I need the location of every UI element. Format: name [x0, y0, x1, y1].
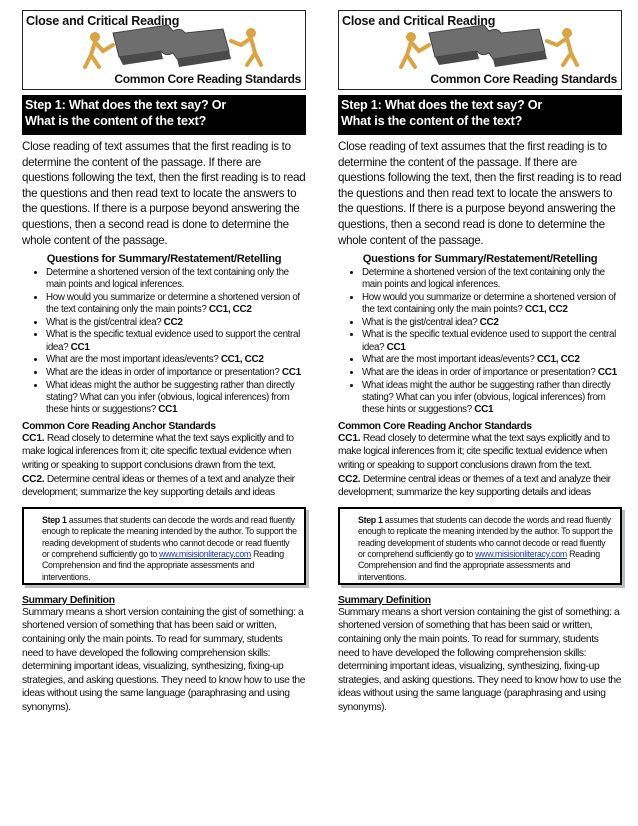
note-lead: Step 1: [358, 514, 383, 525]
anchor-cc2: CC2. Determine central ideas or themes of a text and analyze their development; summarize the key supporting details and ideas: [338, 473, 611, 499]
standard-tag: CC1: [281, 366, 301, 378]
note-box: Step 1 assumes that students can decode the words and read fluently enough to replicate the meaning intended by the author. To support the reading development of students who cannot decode or read fluently or comprehend sufficiently go to www.misisionliteracy.com Reading Comprehension and find the appropriate assessments and interventions.: [338, 507, 622, 585]
step-heading: [338, 95, 622, 135]
anchor-cc1: CC1. Read closely to determine what the text says explicitly and to make logical inferences from it; cite specific textual evidence when writing or speaking to support conclusions drawn from the text.: [22, 432, 294, 472]
step-heading: [22, 95, 306, 135]
standard-tag: CC1: [386, 341, 406, 353]
intro-paragraph: Close reading of text assumes that the first reading is to determine the content of the passage. If there are questions following the text, then the first reading is to read the questions and then read text to locate the answers to the questions. If there is a purpose beyond answering the questions, then a second read is done to determine the whole content of the passage.: [338, 140, 622, 247]
header-banner: [22, 10, 306, 90]
standard-tag: CC1, CC2: [536, 354, 580, 366]
standard-tag: CC1, CC2: [524, 304, 568, 316]
standard-tag: CC1: [474, 403, 494, 415]
step-line-1: Step 1: What does the text say? Or: [25, 98, 227, 112]
standard-tag: CC2: [479, 316, 499, 328]
literacy-link[interactable]: www.misisionliteracy.com: [475, 549, 567, 560]
list-item: • What are the ideas in order of importance or presentation? CC1: [362, 367, 622, 379]
intro-paragraph: Close reading of text assumes that the first reading is to determine the content of the passage. If there are questions following the text, then the first reading is to read the questions and then read text to locate the answers to the questions. If there is a purpose beyond answering the questions, then a second read is done to determine the whole content of the passage.: [22, 140, 306, 247]
list-item: • How would you summarize or determine a shortened version of the text containing only the main points? CC1, CC2: [46, 292, 306, 316]
summary-title: Summary Definition: [22, 594, 115, 606]
list-item: • What is the gist/central idea? CC2: [362, 317, 622, 329]
list-item: • How would you summarize or determine a shortened version of the text containing only the main points? CC1, CC2: [362, 292, 622, 316]
list-item: • What ideas might the author be suggesting rather than directly stating? What can you infer (obvious, logical inferences) from these hints or suggestions? CC1: [46, 380, 306, 416]
header-subtitle: Common Core Reading Standards: [430, 72, 617, 86]
puzzle-figures-icon: [73, 15, 273, 71]
summary-paragraph: Summary means a short version containing the gist of something: a shortened version of something that has been said or written, containing only the main points. To read for summary, students need to have developed the following comprehension skills: determining important ideas, visualizing, synthesizing, fixing-up strategies, and asking questions. They need to know how to use the ideas without using the same language (paraphrasing and using synonyms).: [22, 606, 306, 713]
standard-tag: CC1, CC2: [208, 304, 252, 316]
list-item: • Determine a shortened version of the text containing only the main points and logical inferences.: [362, 267, 622, 291]
column-right: [338, 10, 622, 715]
standard-tag: CC1: [70, 341, 90, 353]
list-item: • What ideas might the author be suggesting rather than directly stating? What can you infer (obvious, logical inferences) from these hints or suggestions? CC1: [362, 380, 622, 416]
puzzle-figures-icon: [389, 15, 589, 71]
standard-tag: CC1: [158, 403, 178, 415]
header-subtitle: Common Core Reading Standards: [114, 72, 301, 86]
list-item: • Determine a shortened version of the text containing only the main points and logical inferences.: [46, 267, 306, 291]
column-left: [22, 10, 306, 715]
step-line-2: What is the content of the text?: [341, 114, 523, 128]
anchor-standards-title: Common Core Reading Anchor Standards: [338, 420, 532, 432]
note-lead: Step 1: [42, 514, 67, 525]
header-title: Close and Critical Reading: [342, 14, 496, 28]
list-item: • What are the most important ideas/events? CC1, CC2: [362, 354, 622, 366]
step-line-1: Step 1: What does the text say? Or: [341, 98, 543, 112]
list-item: • What is the specific textual evidence used to support the central idea? CC1: [46, 329, 306, 353]
summary-paragraph: Summary means a short version containing the gist of something: a shortened version of something that has been said or written, containing only the main points. To read for summary, students need to have developed the following comprehension skills: determining important ideas, visualizing, synthesizing, fixing-up strategies, and asking questions. They need to know how to use the ideas without using the same language (paraphrasing and using synonyms).: [338, 606, 622, 713]
summary-title: Summary Definition: [338, 594, 431, 606]
questions-list: [338, 267, 622, 416]
list-item: • What is the gist/central idea? CC2: [46, 317, 306, 329]
header-banner: [338, 10, 622, 90]
list-item: • What are the most important ideas/events? CC1, CC2: [46, 354, 306, 366]
standard-tag: CC1: [597, 366, 617, 378]
note-box: Step 1 assumes that students can decode the words and read fluently enough to replicate the meaning intended by the author. To support the reading development of students who cannot decode or read fluently or comprehend sufficiently go to www.misisionliteracy.com Reading Comprehension and find the appropriate assessments and interventions.: [22, 507, 306, 585]
anchor-cc2: CC2. Determine central ideas or themes of a text and analyze their development; summarize the key supporting details and ideas: [22, 473, 295, 499]
anchor-cc1: CC1. Read closely to determine what the text says explicitly and to make logical inferences from it; cite specific textual evidence when writing or speaking to support conclusions drawn from the text.: [338, 432, 610, 472]
list-item: • What is the specific textual evidence used to support the central idea? CC1: [362, 329, 622, 353]
step-line-2: What is the content of the text?: [25, 114, 207, 128]
literacy-link[interactable]: www.misisionliteracy.com: [159, 549, 251, 560]
anchor-standards-title: Common Core Reading Anchor Standards: [22, 420, 216, 432]
header-title: Close and Critical Reading: [26, 14, 180, 28]
standard-tag: CC2: [163, 316, 183, 328]
standard-tag: CC1, CC2: [220, 354, 264, 366]
questions-heading: Questions for Summary/Restatement/Retelling: [46, 253, 282, 266]
questions-heading: Questions for Summary/Restatement/Retelling: [362, 253, 598, 266]
list-item: • What are the ideas in order of importance or presentation? CC1: [46, 367, 306, 379]
questions-list: [22, 267, 306, 416]
